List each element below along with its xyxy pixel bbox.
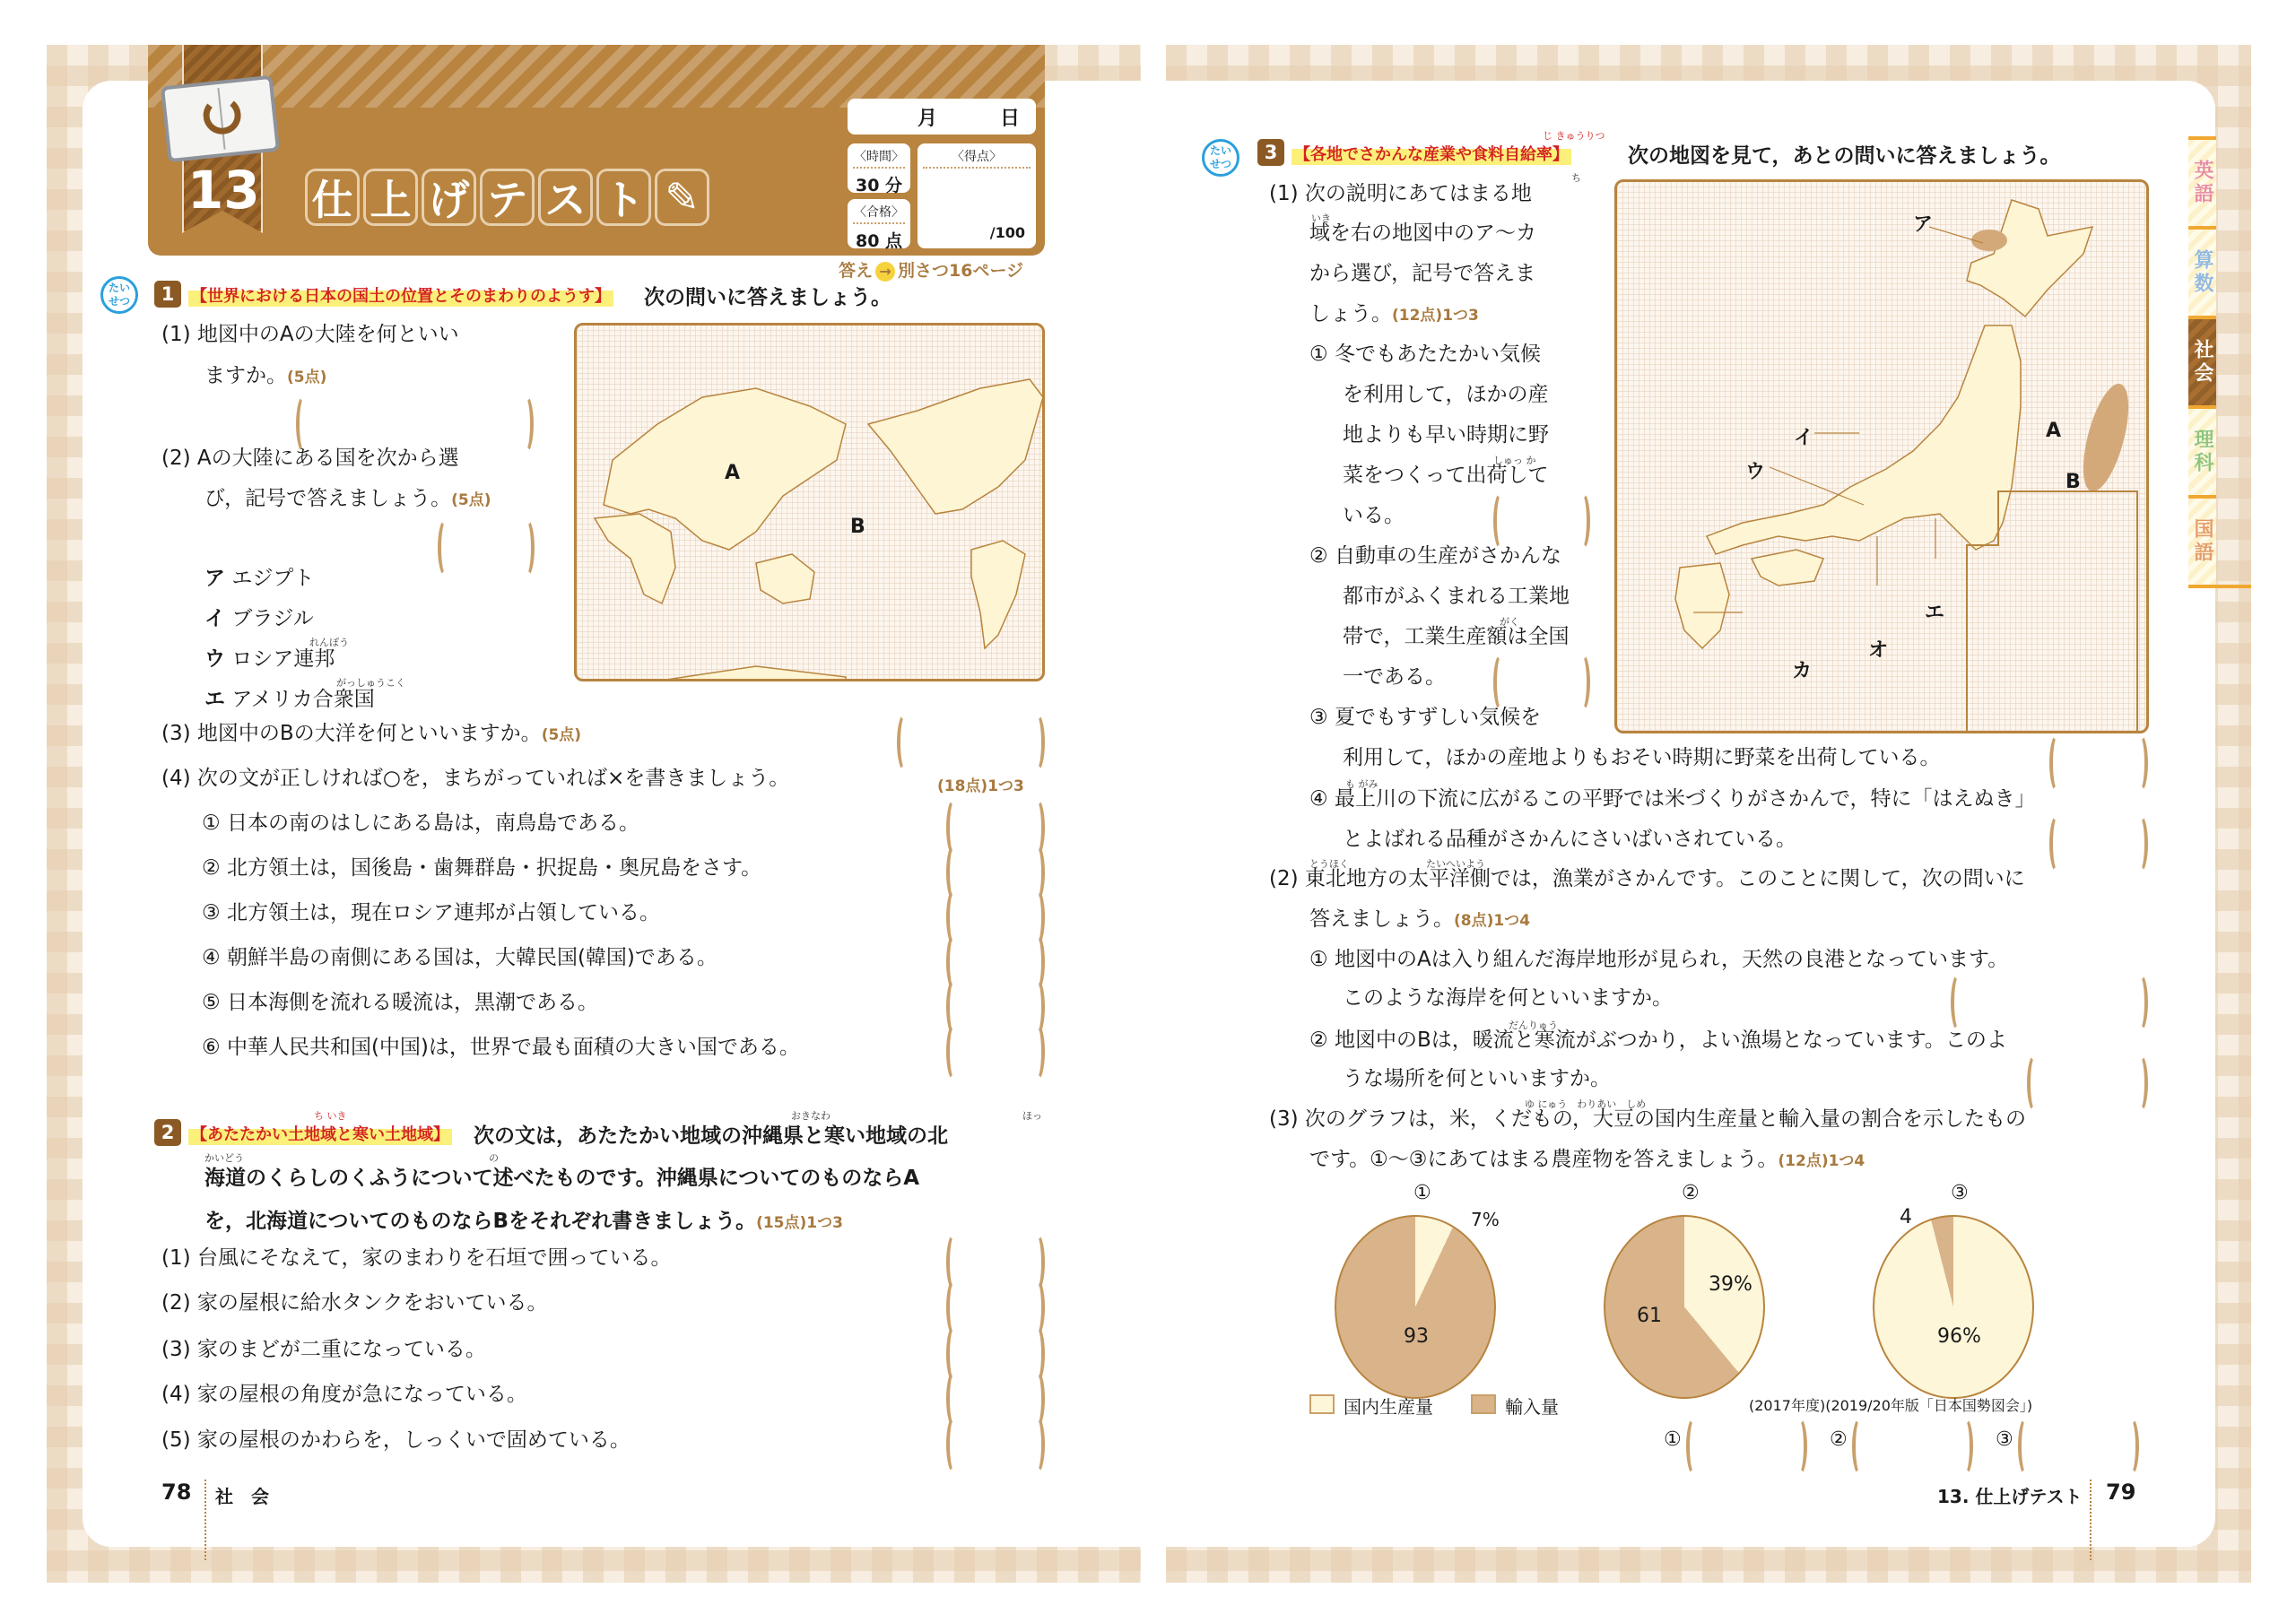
item-text: 家のまどが二重になっている。 bbox=[196, 1338, 486, 1361]
taisetsu-icon: たい せつ bbox=[1202, 139, 1239, 177]
section-3-lead: 次の地図を見て，あとの問いに答えましょう。 bbox=[1628, 144, 2061, 168]
time-label: 〈時間〉 bbox=[853, 147, 905, 169]
q3-1-line: から選び，記号で答えま bbox=[1309, 262, 1536, 285]
section-2-tag: 【あたたかい土地域と寒い土地域】 bbox=[188, 1122, 452, 1145]
page-number-right: 79 bbox=[2106, 1480, 2136, 1505]
answer-blank-1-3[interactable] bbox=[897, 713, 1045, 765]
question-number: (3) bbox=[161, 722, 191, 745]
points: (5点) bbox=[541, 726, 582, 744]
item-number: ① bbox=[1309, 343, 1328, 366]
time-limit-box bbox=[848, 143, 910, 193]
ruby: とうほく bbox=[1309, 858, 1349, 870]
title-char: ス bbox=[538, 169, 593, 226]
australia-shape bbox=[756, 554, 814, 603]
item-line: このような海岸を何といいますか。 bbox=[1343, 986, 1673, 1010]
section-3-tag: 【各地でさかんな産業や食料自給率】 bbox=[1292, 142, 1571, 165]
question-number: (1) bbox=[1269, 182, 1299, 205]
item-text: 日本海側を流れる暖流は，黒潮である。 bbox=[226, 991, 598, 1014]
choice-text: ブラジル bbox=[231, 607, 314, 630]
ruby: ほっ bbox=[1022, 1110, 1042, 1122]
ruby: おきなわ bbox=[791, 1110, 831, 1122]
item-text: 地図中のBは，暖流と寒流がぶつかり，よい漁場となっています。このよ bbox=[1334, 1028, 2007, 1052]
region-b-ellipse bbox=[2074, 379, 2138, 496]
item-text: 台風にそなえて，家のまわりを石垣で囲っている。 bbox=[196, 1246, 672, 1270]
question-text: 次の説明にあてはまる地 bbox=[1304, 182, 1532, 205]
time-value: 30 分 bbox=[855, 176, 903, 195]
question-text: 次の文が正しければ○を，まちがっていれば×を書きましょう。 bbox=[196, 767, 790, 790]
ruby: かいどう bbox=[204, 1152, 244, 1164]
hokkaido-shape bbox=[1967, 200, 2092, 317]
pass-value: 80 点 bbox=[855, 231, 903, 251]
item-text: 北方領土は，国後島・歯舞群島・択捉島・奥尻島をさす。 bbox=[226, 856, 762, 880]
section-2-lead-2: 海道のくらしのくふうについて述べたものです。沖縄県についてのものならA bbox=[204, 1167, 920, 1190]
item-number: ④ bbox=[1309, 787, 1328, 811]
item-number: (4) bbox=[161, 1383, 191, 1406]
item-number: (2) bbox=[161, 1291, 191, 1315]
question-text: しょう。 bbox=[1309, 302, 1392, 325]
points: (8点)1つ4 bbox=[1454, 912, 1531, 930]
map-label-e: エ bbox=[1925, 602, 1945, 624]
q3-3-line2 bbox=[1309, 1148, 1865, 1173]
lesson-number: 13 bbox=[187, 160, 260, 221]
item-text: 中華人民共和国(中国)は，世界で最も面積の大きい国である。 bbox=[226, 1036, 800, 1059]
question-text: 地図中のBの大洋を何といいますか。 bbox=[196, 722, 542, 745]
ruby: ち bbox=[1571, 172, 1581, 184]
points: (5点) bbox=[451, 491, 491, 509]
ruby: も がみ bbox=[1345, 778, 1378, 790]
q1-4-points: (18点)1つ3 bbox=[937, 777, 1024, 795]
question-text: び，記号で答えましょう。 bbox=[204, 487, 452, 510]
answer-blank-2-4[interactable] bbox=[946, 1369, 1045, 1421]
item-text: 家の屋根の角度が急になっている。 bbox=[196, 1383, 527, 1406]
q1-4-item bbox=[202, 1036, 800, 1061]
q1-2-line1 bbox=[161, 447, 459, 472]
honshu-shape bbox=[1707, 325, 2021, 554]
leader-line-u bbox=[1770, 467, 1864, 505]
answer-blank-3-3-1[interactable] bbox=[1686, 1417, 1807, 1469]
q3-2-line1 bbox=[1269, 867, 2025, 892]
item-number: ① bbox=[202, 812, 221, 835]
pie-3-import-label: 4 bbox=[1900, 1206, 1912, 1228]
map-label-ka: カ bbox=[1792, 660, 1813, 682]
score-label: 〈得点〉 bbox=[923, 147, 1031, 169]
answer-blank-1-1[interactable] bbox=[296, 395, 534, 447]
item-text: 最上川の下流に広がるこの平野では米づくりがさかんで，特に「はえぬき」 bbox=[1334, 787, 2036, 811]
lead-text: を，北海道についてのものならBをそれぞれ書きましょう。 bbox=[204, 1210, 757, 1233]
ruby: ち いき bbox=[314, 1110, 347, 1122]
section-1-tag: 【世界における日本の国土の位置とそのまわりのようす】 bbox=[188, 283, 613, 307]
map-label-b: B bbox=[850, 516, 865, 538]
answer-blank-3-1-1[interactable] bbox=[1493, 491, 1590, 543]
section-3-number: 3 bbox=[1257, 139, 1284, 166]
chart-source: (2017年度)(2019/20年版「日本国勢図会」) bbox=[1749, 1397, 2033, 1414]
pie-chart-2 bbox=[1604, 1215, 1765, 1399]
answer-blank-3-1-2[interactable] bbox=[1493, 653, 1590, 705]
tab-science[interactable]: 理科 bbox=[2188, 405, 2216, 495]
item-number: (1) bbox=[161, 1246, 191, 1270]
month-label: 月 bbox=[917, 107, 937, 130]
subject-label: 社 会 bbox=[215, 1486, 269, 1507]
tabs-end bbox=[2188, 585, 2251, 588]
title-char: 仕 bbox=[305, 169, 360, 226]
q1-4-item bbox=[202, 946, 718, 971]
choice-text: アメリカ合衆国 bbox=[231, 688, 375, 711]
ruby: れんぽう bbox=[309, 637, 349, 648]
pie-1-import-label: 93 bbox=[1404, 1325, 1429, 1348]
ruby: がく bbox=[1500, 616, 1519, 628]
q3-1-line bbox=[1269, 182, 1532, 207]
answer-blank-2-5[interactable] bbox=[946, 1415, 1045, 1467]
ruby: がっしゅうこく bbox=[336, 677, 405, 689]
item-text: 家の屋根に給水タンクをおいている。 bbox=[196, 1291, 548, 1315]
item-text: 北方領土は，現在ロシア連邦が占領している。 bbox=[226, 901, 660, 924]
item-line: を利用して，ほかの産 bbox=[1343, 383, 1549, 406]
region-a-highlight bbox=[1971, 230, 2007, 251]
pie-3-title: ③ bbox=[1951, 1182, 1969, 1204]
japan-map bbox=[1614, 179, 2149, 733]
points: (5点) bbox=[287, 369, 327, 386]
map-label-a-kata: ア bbox=[1913, 213, 1934, 236]
choice-key: ア bbox=[204, 567, 225, 590]
pie-chart-1 bbox=[1335, 1215, 1496, 1399]
item-number: ① bbox=[1309, 948, 1328, 971]
ruby: いき bbox=[1311, 213, 1331, 224]
q3-1-line: 域を右の地図中のア～カ bbox=[1309, 221, 1536, 245]
pie-2-title: ② bbox=[1682, 1182, 1700, 1204]
question-text: Aの大陸にある国を次から選 bbox=[196, 447, 459, 470]
chapter-title-footer: 13. 仕上げテスト bbox=[1937, 1486, 2083, 1507]
pie-chart-3 bbox=[1873, 1215, 2034, 1399]
item-text: 地図中のAは入り組んだ海岸地形が見られ，天然の良港となっています。 bbox=[1334, 948, 2009, 971]
map-label-i: イ bbox=[1794, 427, 1814, 449]
q1-3 bbox=[161, 722, 581, 747]
question-text: 地図中のAの大陸を何といい bbox=[196, 323, 459, 346]
item-number: ③ bbox=[202, 901, 221, 924]
item-number: (3) bbox=[161, 1338, 191, 1361]
question-text: ますか。 bbox=[204, 364, 287, 387]
section-1-lead: 次の問いに答えましょう。 bbox=[644, 286, 891, 309]
choice-e bbox=[204, 688, 375, 713]
answer-slot-label: ① bbox=[1664, 1428, 1682, 1451]
answer-blank-2-2[interactable] bbox=[946, 1278, 1045, 1330]
pencil-icon: ✎ bbox=[655, 169, 709, 226]
africa-shape bbox=[595, 514, 675, 603]
question-number: (4) bbox=[161, 767, 191, 790]
q3-2-item-2 bbox=[1309, 1028, 2007, 1054]
answer-blank-1-2[interactable] bbox=[438, 518, 535, 570]
question-text: です。①～③にあてはまる農産物を答えましょう。 bbox=[1309, 1148, 1779, 1171]
kyushu-shape bbox=[1675, 563, 1729, 648]
item-number: ④ bbox=[202, 946, 221, 969]
item-number: ③ bbox=[1309, 706, 1328, 729]
q3-2-item-1 bbox=[1309, 948, 2008, 973]
ruby: だんりゅう bbox=[1509, 1020, 1558, 1031]
q3-1-item-4 bbox=[1309, 787, 2035, 812]
answer-blank-3-3-3[interactable] bbox=[2018, 1417, 2139, 1469]
section-2-lead-3 bbox=[204, 1204, 843, 1234]
q1-1-line2 bbox=[204, 364, 326, 389]
section-2-lead-1: 次の文は，あたたかい地域の沖縄県と寒い地域の北 bbox=[474, 1124, 948, 1148]
q3-1-line bbox=[1309, 302, 1479, 327]
map-label-u: ウ bbox=[1745, 461, 1766, 483]
answer-blank-3-1-3[interactable] bbox=[2049, 733, 2148, 785]
q2-item bbox=[161, 1246, 671, 1271]
points: (12点)1つ3 bbox=[1392, 307, 1479, 325]
item-number: ② bbox=[1309, 544, 1328, 568]
answer-blank-3-3-2[interactable] bbox=[1852, 1417, 1973, 1469]
item-line: うな場所を何といいますか。 bbox=[1343, 1067, 1611, 1090]
arrow-right-icon: → bbox=[875, 262, 895, 282]
item-line: 一である。 bbox=[1343, 665, 1446, 689]
legend-import: 輸入量 bbox=[1505, 1396, 1559, 1418]
answer-blank-1-4-6[interactable] bbox=[946, 1022, 1045, 1074]
ruby: たいへいよう bbox=[1426, 858, 1485, 870]
question-number: (2) bbox=[161, 447, 191, 470]
pie-2-import-label: 61 bbox=[1637, 1305, 1662, 1327]
section-2-number: 2 bbox=[154, 1119, 181, 1146]
question-number: (3) bbox=[1269, 1107, 1299, 1131]
map-label-a: A bbox=[725, 462, 741, 484]
map-label-o: オ bbox=[1868, 639, 1889, 662]
section-1-number: 1 bbox=[154, 281, 181, 308]
q1-4-item bbox=[202, 856, 761, 881]
world-map-shapes bbox=[577, 325, 1045, 681]
q1-4-item bbox=[202, 991, 598, 1016]
ruby: ゆ にゅう わりあい しめ bbox=[1525, 1098, 1647, 1110]
shikoku-shape bbox=[1752, 550, 1823, 586]
question-text: 東北地方の太平洋側では，漁業がさかんです。このことに関して，次の問いに bbox=[1304, 867, 2025, 890]
day-label: 日 bbox=[999, 107, 1020, 130]
taisetsu-icon: たい せつ bbox=[100, 276, 138, 314]
item-number: ② bbox=[202, 856, 221, 880]
title-char: ト bbox=[596, 169, 651, 226]
answer-blank-3-2-1[interactable] bbox=[1951, 973, 2148, 1025]
choice-key: イ bbox=[204, 607, 225, 630]
map-label-ocean-b: B bbox=[2066, 471, 2081, 493]
footer-divider bbox=[204, 1480, 206, 1560]
item-text: 夏でもすずしい気候を bbox=[1334, 706, 1542, 729]
item-text: 自動車の生産がさかんな bbox=[1334, 544, 1561, 568]
legend-swatch-import bbox=[1471, 1394, 1496, 1414]
q3-2-line2 bbox=[1309, 907, 1530, 933]
pie-3-domestic-label: 96% bbox=[1937, 1325, 1981, 1348]
title-char: げ bbox=[422, 169, 476, 226]
question-text: 次のグラフは，米，くだもの，大豆の国内生産量と輸入量の割合を示したもの bbox=[1304, 1107, 2026, 1131]
question-number: (1) bbox=[161, 323, 191, 346]
points: (12点)1つ4 bbox=[1778, 1152, 1866, 1170]
score-max: /100 bbox=[989, 224, 1025, 241]
choice-key: ウ bbox=[204, 647, 225, 671]
q1-1-line1 bbox=[161, 323, 459, 348]
pie-1-domestic-label: 7% bbox=[1471, 1209, 1500, 1230]
item-number: ⑤ bbox=[202, 991, 221, 1014]
answer-blank-3-2-2[interactable] bbox=[2027, 1054, 2148, 1106]
antarctica-shape bbox=[666, 666, 846, 681]
review-book-icon bbox=[161, 75, 280, 163]
choice-a bbox=[204, 567, 314, 592]
score-box[interactable] bbox=[918, 143, 1036, 248]
header-banner bbox=[148, 45, 1045, 256]
pie-1-title: ① bbox=[1413, 1182, 1431, 1204]
q2-item bbox=[161, 1428, 631, 1454]
choice-i bbox=[204, 607, 314, 632]
item-text: 朝鮮半島の南側にある国は，大韓民国(韓国)である。 bbox=[226, 946, 718, 969]
q2-item bbox=[161, 1291, 547, 1316]
q3-1-item-1 bbox=[1309, 343, 1541, 368]
answer-ref-text: 別さつ16ページ bbox=[898, 261, 1024, 281]
item-line: 地よりも早い時期に野 bbox=[1343, 423, 1549, 447]
q3-1-item-3 bbox=[1309, 706, 1541, 731]
item-line: いる。 bbox=[1343, 504, 1405, 527]
north-america-shape bbox=[868, 379, 1043, 514]
legend-swatch-domestic bbox=[1309, 1394, 1335, 1414]
question-text: 答えましょう。 bbox=[1309, 907, 1454, 931]
ruby: じ きゅうりつ bbox=[1543, 130, 1605, 142]
tab-japanese[interactable]: 国語 bbox=[2188, 495, 2216, 585]
title-char: テ bbox=[480, 169, 535, 226]
q2-item bbox=[161, 1338, 486, 1363]
item-line: 利用して，ほかの産地よりもおそい時期に野菜を出荷している。 bbox=[1343, 746, 1941, 769]
points: (15点)1つ3 bbox=[756, 1214, 843, 1232]
item-line: 菜をつくって出荷して bbox=[1343, 464, 1549, 487]
item-number: (5) bbox=[161, 1428, 191, 1452]
q1-4-item bbox=[202, 901, 660, 926]
choice-text: エジプト bbox=[231, 567, 315, 590]
item-text: 冬でもあたたかい気候 bbox=[1334, 343, 1541, 366]
item-number: ⑥ bbox=[202, 1036, 221, 1059]
item-text: 日本の南のはしにある島は，南鳥島である。 bbox=[226, 812, 639, 835]
item-number: ② bbox=[1309, 1028, 1328, 1052]
q3-1-item-2 bbox=[1309, 544, 1561, 569]
q1-4-item bbox=[202, 812, 639, 837]
subject-tabs bbox=[2188, 136, 2251, 588]
item-line: とよばれる品種がさかんにさいばいされている。 bbox=[1343, 828, 1796, 851]
pass-label: 〈合格〉 bbox=[853, 203, 905, 224]
answer-blank-3-1-4[interactable] bbox=[2049, 814, 2148, 866]
answer-ref-prefix: 答え bbox=[839, 261, 874, 281]
south-america-shape bbox=[971, 541, 1025, 648]
world-map bbox=[574, 323, 1045, 681]
pass-score-box bbox=[848, 199, 910, 251]
pie-2-domestic-label: 39% bbox=[1709, 1273, 1752, 1296]
tab-math[interactable]: 算数 bbox=[2188, 226, 2216, 316]
choice-text: ロシア連邦 bbox=[231, 647, 335, 671]
map-label-coast-a: A bbox=[2046, 420, 2062, 442]
q2-item bbox=[161, 1383, 527, 1408]
ruby: しゅっ か bbox=[1493, 455, 1536, 466]
tab-english[interactable]: 英語 bbox=[2188, 136, 2216, 226]
tab-social-studies[interactable]: 社会 bbox=[2188, 316, 2216, 405]
question-number: (2) bbox=[1269, 867, 1299, 890]
footer-divider bbox=[2090, 1480, 2092, 1560]
q1-2-line2 bbox=[204, 487, 491, 512]
title-char: 上 bbox=[363, 169, 418, 226]
redo-arrow-icon bbox=[202, 95, 243, 136]
legend-domestic: 国内生産量 bbox=[1344, 1396, 1433, 1418]
answer-slot-label: ③ bbox=[1996, 1428, 2013, 1451]
date-field[interactable] bbox=[848, 99, 1036, 135]
answer-reference bbox=[839, 257, 1023, 282]
answer-slot-label: ② bbox=[1830, 1428, 1848, 1451]
item-line: 帯で，工業生産額は全国 bbox=[1343, 625, 1570, 648]
ruby: の bbox=[489, 1152, 499, 1164]
page-number-left: 78 bbox=[161, 1480, 192, 1505]
choice-key: エ bbox=[204, 688, 225, 711]
page-title bbox=[305, 169, 709, 226]
item-text: 家の屋根のかわらを，しっくいで固めている。 bbox=[196, 1428, 631, 1452]
choice-u bbox=[204, 647, 335, 673]
q1-4 bbox=[161, 767, 789, 792]
item-line: 都市がふくまれる工業地 bbox=[1343, 585, 1570, 608]
q3-3-line1 bbox=[1269, 1107, 2026, 1133]
